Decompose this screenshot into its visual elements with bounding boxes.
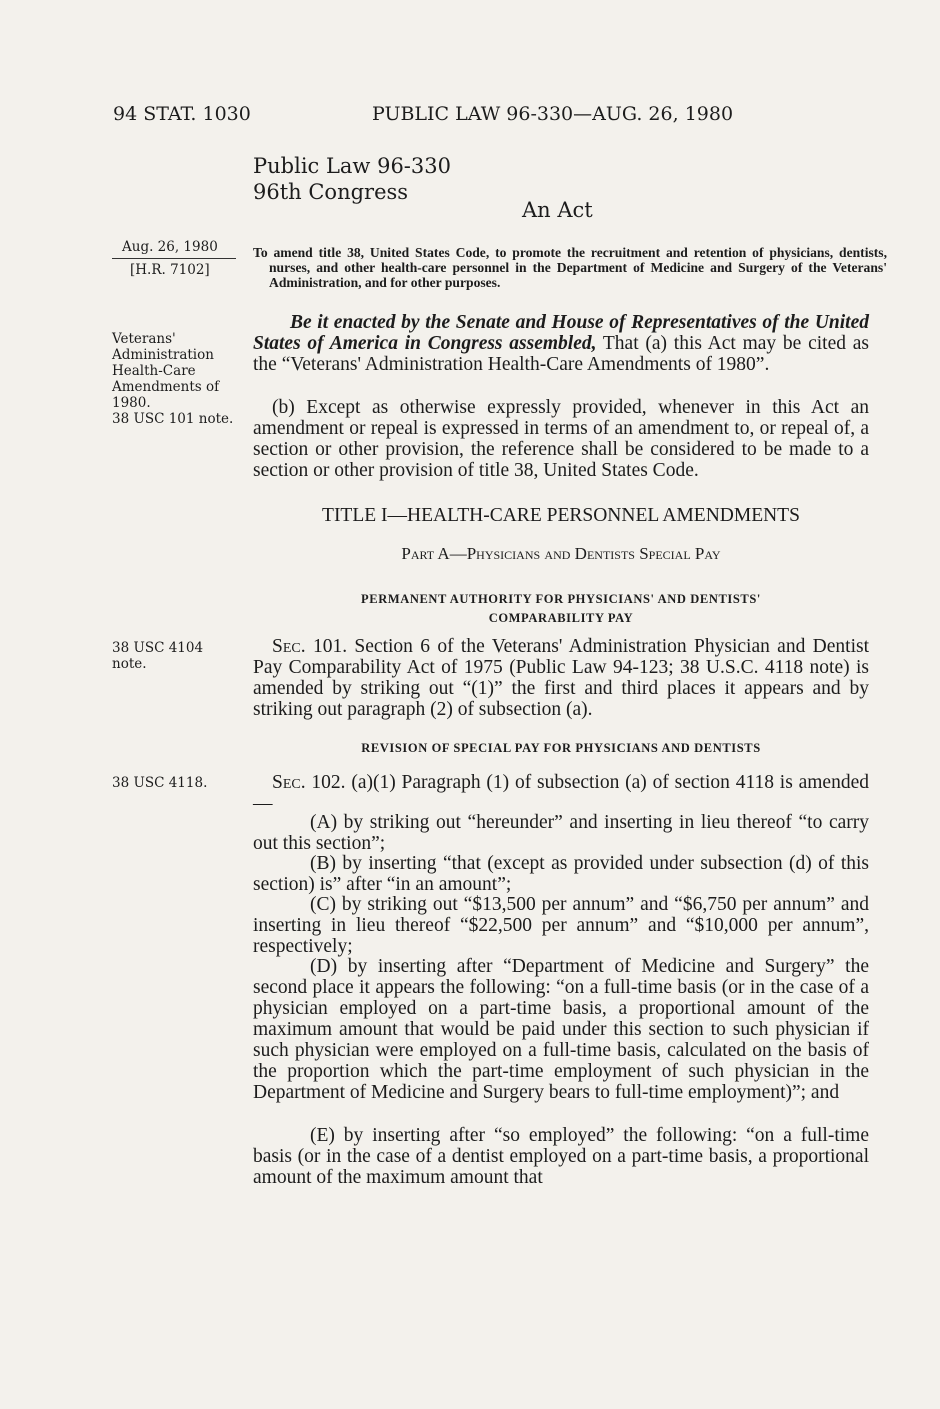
section-text: 101. Section 6 of the Veterans' Administration Physician and Dentist Pay Comparability Act of 1975 (Public Law 94-123; 38 U.S.C. 4118 note) is amended by striking out “(1)” the first and third places it appears and by striking out paragraph (2) of subsection (a).: [253, 636, 869, 720]
margin-note-usc-101: 38 USC 101 note.: [112, 411, 234, 427]
enacting-clause: [253, 312, 869, 375]
congress: 96th Congress: [253, 180, 409, 204]
section-102-heading: REVISION OF SPECIAL PAY FOR PHYSICIANS AND DENTISTS: [361, 741, 761, 755]
section-102: [253, 772, 869, 814]
short-title-text: That (a) this Act may be cited as the “Veterans' Administration Health-Care Amendments of 1980”.: [253, 333, 869, 375]
clause-e: (E) by inserting after “so employed” the following: “on a full-time basis (or in the case of a dentist employed on a part-time basis, a proportional amount of the maximum amount that: [253, 1125, 869, 1188]
statute-page-number: 94 STAT. 1030: [113, 103, 251, 125]
section-label: Sec.: [272, 772, 306, 793]
section-101-heading: [253, 590, 869, 628]
margin-line: Amendments of: [112, 379, 220, 395]
enactment-date: Aug. 26, 1980: [122, 239, 218, 255]
section-101: [253, 636, 869, 720]
section-text: 102. (a)(1) Paragraph (1) of subsection (a) of section 4118 is amended—: [253, 772, 869, 814]
clause-c: (C) by striking out “$13,500 per annum” and “$6,750 per annum” and inserting in lieu thereof “$22,500 per annum” and “$10,000 per annum”, respectively;: [253, 894, 869, 957]
margin-line: 38 USC 4104: [112, 640, 204, 656]
enacting-formula: Be it enacted by the Senate and House of Representatives of the United States of America in Congress assembled,: [253, 312, 869, 354]
margin-line: Veterans': [112, 331, 176, 347]
margin-line: 1980.: [112, 395, 151, 411]
bill-number: [H.R. 7102]: [130, 262, 210, 278]
title-heading: TITLE I—HEALTH-CARE PERSONNEL AMENDMENTS: [322, 505, 800, 526]
date-divider: [112, 258, 236, 259]
law-name: Public Law 96-330: [253, 154, 451, 178]
clause-b: (B) by inserting “that (except as provided under subsection (d) of this section) is” after “in an amount”;: [253, 853, 869, 895]
section-label: Sec.: [272, 636, 306, 657]
clause-a: (A) by striking out “hereunder” and inserting in lieu thereof “to carry out this section”;: [253, 812, 869, 854]
running-head: PUBLIC LAW 96-330—AUG. 26, 1980: [372, 103, 734, 125]
margin-short-title: [112, 331, 233, 427]
margin-note-usc-4118: 38 USC 4118.: [112, 775, 208, 791]
purpose-clause: To amend title 38, United States Code, to promote the recruitment and retention of physicians, dentists, nurses, and other health-care personnel in the Department of Medicine and Surgery of the Veterans' Administration, and for other purposes.: [253, 245, 887, 290]
act-label: An Act: [522, 198, 593, 222]
clause-d: (D) by inserting after “Department of Medicine and Surgery” the second place it appears the following: “on a full-time basis (or in the case of a physician employed on a part-time basis, a proportional amount of the maximum amount that would be paid under this section to such physician if such physician were employed on a full-time basis, calculated on the basis of the proportion which the part-time employment of such physician in the Department of Medicine and Surgery bears to full-time employment)”; and: [253, 956, 869, 1103]
heading-line: PERMANENT AUTHORITY FOR PHYSICIANS' AND DENTISTS': [361, 592, 761, 606]
margin-note-usc-4104: [112, 640, 203, 672]
law-identifier: [253, 153, 451, 205]
heading-line: COMPARABILITY PAY: [488, 611, 634, 625]
margin-line: Administration: [112, 347, 214, 363]
part-heading: Part A—Physicians and Dentists Special Pay: [401, 544, 721, 563]
paragraph-b: (b) Except as otherwise expressly provided, whenever in this Act an amendment or repeal is expressed in terms of an amendment to, or repeal of, a section or other provision, the reference shall be considered to be made to a section or other provision of title 38, United States Code.: [253, 397, 869, 481]
margin-line: Health-Care: [112, 363, 196, 379]
margin-line: note.: [112, 656, 147, 672]
